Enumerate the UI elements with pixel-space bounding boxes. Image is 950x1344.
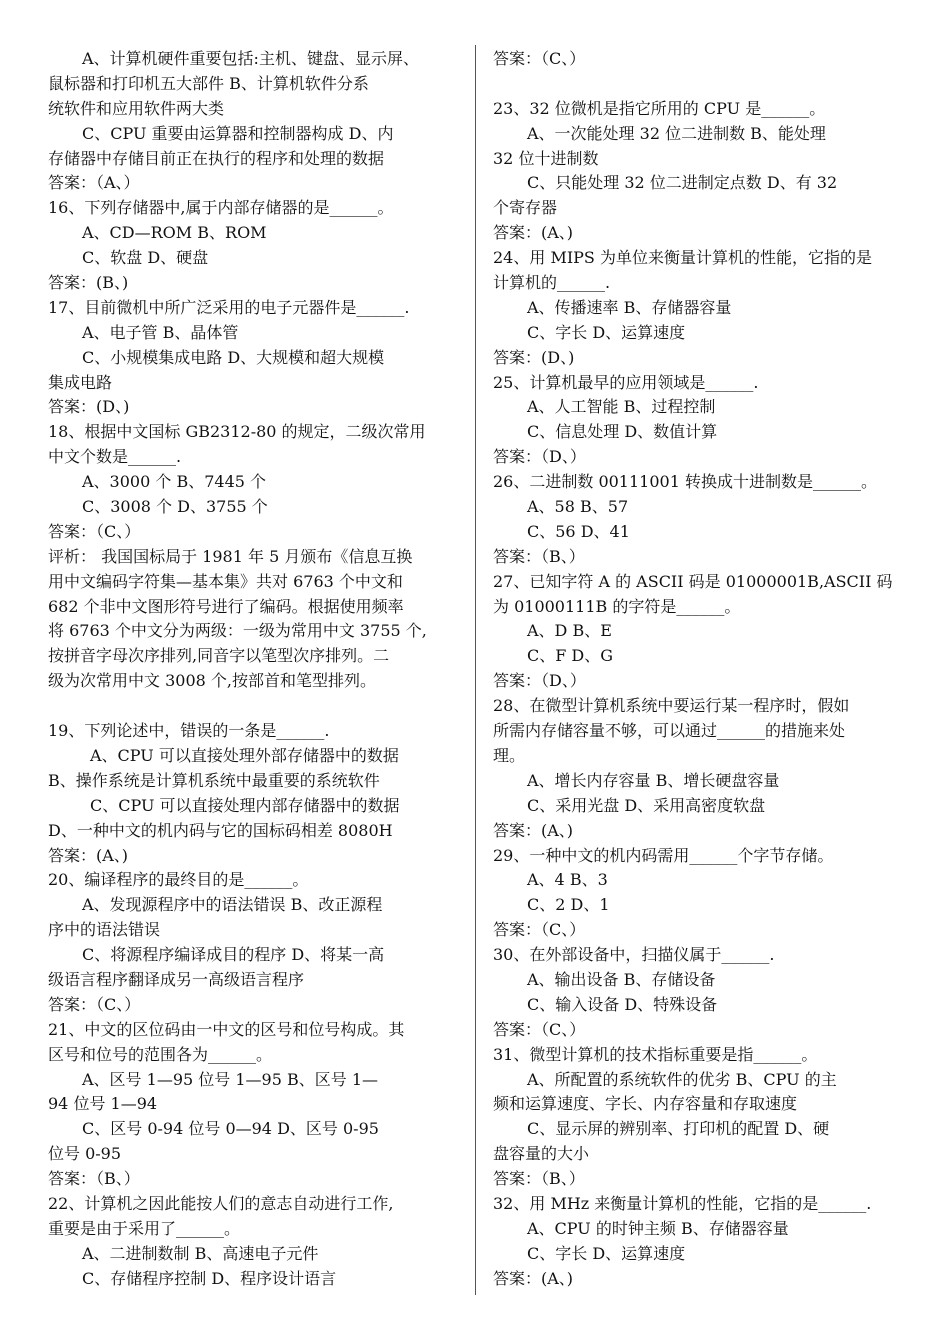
text-line: 答案：(D、) [493,347,575,367]
text-line: 评析： 我国国标局于 1981 年 5 月颁布《信息互换 [48,546,413,566]
text-line: C、采用光盘 D、采用高密度软盘 [527,795,766,815]
text-line: 答案：（B、） [493,1169,585,1189]
text-line: 25、计算机最早的应用领域是______. [493,372,759,392]
text-line: A、人工智能 B、过程控制 [527,397,716,417]
text-line: A、计算机硬件重要包括:主机、键盘、显示屏、 [82,49,419,68]
text-line: 27、已知字符 A 的 ASCII 码是 01000001B,ASCII 码 [493,571,893,591]
text-line: A、区号 1—95 位号 1—95 B、区号 1— [82,1069,379,1089]
blank-line [48,694,460,719]
text-line: 将 6763 个中文分为两级：一级为常用中文 3755 个, [48,621,427,641]
right-column [493,47,907,1292]
text-line: A、3000 个 B、7445 个 [82,472,267,492]
text-line: 用中文编码字符集—基本集》共对 6763 个中文和 [48,571,403,591]
text-line: C、存储程序控制 D、程序设计语言 [82,1268,337,1288]
text-line: A、二进制数制 B、高速电子元件 [82,1243,319,1263]
text-line: A、传播速率 B、存储器容量 [527,297,732,317]
text-line: 存储器中存储目前正在执行的程序和处理的数据 [48,148,385,168]
text-line: 盘容量的大小 [493,1144,590,1164]
text-line: 答案：（D、） [493,671,586,691]
text-line: 16、下列存储器中,属于内部存储器的是______。 [48,198,394,218]
text-line: 94 位号 1—94 [48,1094,158,1114]
text-line: 计算机的______. [493,273,611,293]
text-line: 答案：(D、) [48,397,130,417]
text-line: C、3008 个 D、3755 个 [82,497,268,517]
text-line: 为 01000111B 的字符是______。 [493,596,741,616]
text-line: 32 位十进制数 [493,148,599,168]
text-line: A、58 B、57 [527,497,629,517]
text-line: A、增长内存容量 B、增长硬盘容量 [527,770,780,790]
text-line: B、操作系统是计算机系统中最重要的系统软件 [48,770,380,790]
text-line: C、CPU 可以直接处理内部存储器中的数据 [90,795,400,815]
text-line: A、D B、E [527,621,612,641]
text-line: 位号 0-95 [48,1144,122,1164]
text-line: C、信息处理 D、数值计算 [527,422,718,442]
text-line: 所需内存储容量不够，可以通过______的措施来处 [493,721,846,741]
text-line: C、将源程序编译成目的程序 D、将某一高 [82,945,385,965]
blank-line [493,72,907,97]
text-line: 23、32 位微机是指它所用的 CPU 是______。 [493,98,826,118]
text-line: D、一种中文的机内码与它的国标码相差 8080H [48,820,393,840]
text-line: 29、一种中文的机内码需用______个字节存储。 [493,845,834,865]
text-line: 答案：(A、) [493,820,574,840]
text-line: 682 个非中文图形符号进行了编码。根据使用频率 [48,596,404,616]
text-line: 21、中文的区位码由一中文的区号和位号构成。其 [48,1019,405,1039]
text-line: 24、用 MIPS 为单位来衡量计算机的性能，它指的是 [493,248,872,268]
text-line: 重要是由于采用了______。 [48,1218,241,1238]
text-line: A、一次能处理 32 位二进制数 B、能处理 [527,123,826,143]
text-line: A、CPU 的时钟主频 B、存储器容量 [527,1218,789,1238]
text-line: C、只能处理 32 位二进制定点数 D、有 32 [527,173,838,193]
text-line: 答案：（C、） [493,920,586,940]
text-line: 19、下列论述中，错误的一条是______. [48,721,330,741]
text-line: 30、在外部设备中，扫描仪属于______. [493,945,775,965]
text-line: 20、编译程序的最终目的是______。 [48,870,309,890]
text-line: 答案：（B、） [48,1169,140,1189]
text-line: C、小规模集成电路 D、大规模和超大规模 [82,347,385,367]
text-line: A、CD—ROM B、ROM [82,223,267,243]
text-line: A、4 B、3 [527,870,608,890]
column-divider [475,45,476,1295]
text-line: 区号和位号的范围各为______。 [48,1044,273,1064]
text-line: C、字长 D、运算速度 [527,1243,686,1263]
text-line: A、CPU 可以直接处理外部存储器中的数据 [90,745,399,765]
text-line: 答案：(A、) [493,1268,574,1288]
text-line: 频和运算速度、字长、内存容量和存取速度 [493,1094,798,1114]
text-line: 32、用 MHz 来衡量计算机的性能，它指的是______. [493,1193,872,1213]
text-line: 集成电路 [48,372,113,392]
text-line: 22、计算机之因此能按人们的意志自动进行工作, [48,1193,394,1213]
text-line: 26、二进制数 00111001 转换成十进制数是______。 [493,472,877,492]
text-line: A、所配置的系统软件的优劣 B、CPU 的主 [527,1069,837,1089]
text-line: 答案：(A、) [493,223,574,243]
text-line: A、电子管 B、晶体管 [82,322,239,342]
text-line: 答案：(B、) [48,273,129,293]
text-line: 个寄存器 [493,198,558,218]
text-line: 答案：（C、） [48,521,141,541]
left-column [48,47,460,1292]
text-line: C、56 D、41 [527,521,630,541]
text-line: 序中的语法错误 [48,920,161,940]
text-line: A、发现源程序中的语法错误 B、改正源程 [82,895,383,915]
text-line: 答案：（B、） [493,546,585,566]
text-line: 31、微型计算机的技术指标重要是指______。 [493,1044,818,1064]
text-line: C、输入设备 D、特殊设备 [527,994,718,1014]
text-line: 鼠标器和打印机五大部件 B、计算机软件分系 [48,73,369,93]
text-line: 按拼音字母次序排列,同音字以笔型次序排列。二 [48,646,390,666]
text-line: 答案：（C、） [48,994,141,1014]
text-line: C、显示屏的辨别率、打印机的配置 D、硬 [527,1119,830,1139]
text-line: C、字长 D、运算速度 [527,322,686,342]
text-line: 中文个数是______. [48,447,182,467]
text-line: C、软盘 D、硬盘 [82,248,209,268]
text-line: 答案：(A、) [48,845,129,865]
text-line: 理。 [493,745,526,765]
text-line: 统软件和应用软件两大类 [48,98,225,118]
text-line: 级语言程序翻译成另一高级语言程序 [48,969,305,989]
text-line: 答案：（D、） [493,447,586,467]
text-line: 级为次常用中文 3008 个,按部首和笔型排列。 [48,671,376,691]
text-line: 答案：（A、） [48,173,140,193]
text-line: A、输出设备 B、存储设备 [527,969,716,989]
text-line: 答案：（C、） [493,49,586,68]
text-line: 18、根据中文国标 GB2312-80 的规定，二级次常用 [48,422,426,442]
text-line: C、CPU 重要由运算器和控制器构成 D、内 [82,123,394,143]
text-line: C、2 D、1 [527,895,610,915]
text-line: 28、在微型计算机系统中要运行某一程序时，假如 [493,696,850,716]
text-line: 答案：（C、） [493,1019,586,1039]
text-line: 17、目前微机中所广泛采用的电子元器件是______. [48,297,410,317]
text-line: C、区号 0-94 位号 0—94 D、区号 0-95 [82,1119,379,1139]
text-line: C、F D、G [527,646,614,666]
